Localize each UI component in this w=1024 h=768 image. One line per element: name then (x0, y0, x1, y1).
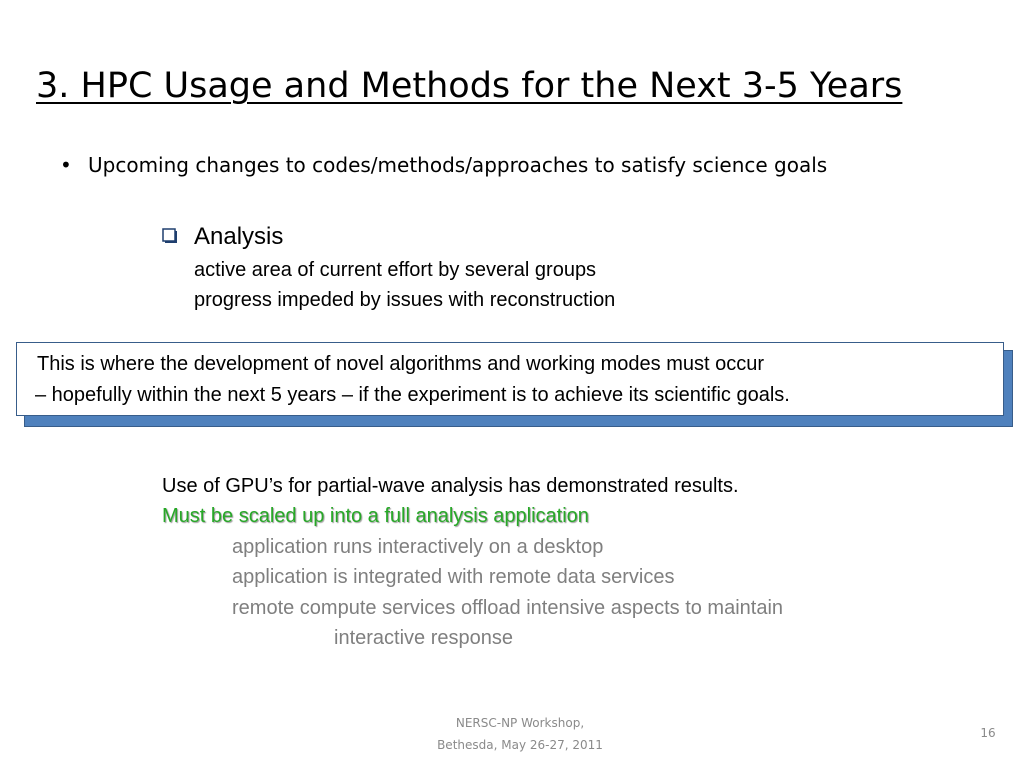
bullet-text: Upcoming changes to codes/methods/approaches to satisfy science goals (88, 153, 828, 177)
callout-box (16, 342, 1004, 416)
gpu-point: application is integrated with remote data services (232, 566, 675, 588)
bullet-item (60, 150, 827, 180)
analysis-line: active area of current effort by several groups (194, 259, 597, 281)
footer (360, 712, 680, 756)
slide-title: 3. HPC Usage and Methods for the Next 3-5 Years (36, 66, 903, 106)
footer-line: NERSC-NP Workshop, (455, 716, 585, 730)
gpu-point: application runs interactively on a desktop (232, 536, 604, 558)
callout-line: – hopefully within the next 5 years – if the experiment is to achieve its scientific goals. (35, 384, 790, 406)
callout-line: This is where the development of novel algorithms and working modes must occur (37, 353, 765, 375)
gpu-point: interactive response (334, 627, 513, 649)
footer-line: Bethesda, May 26-27, 2011 (437, 738, 603, 752)
gpu-highlight: Must be scaled up into a full analysis application (162, 505, 589, 527)
analysis-heading: Analysis (194, 223, 284, 250)
gpu-intro: Use of GPU’s for partial-wave analysis has demonstrated results. (162, 475, 739, 497)
gpu-point: remote compute services offload intensive aspects to maintain (232, 597, 784, 619)
page-number: 16 (980, 726, 996, 740)
bullet-dot-icon: • (60, 153, 72, 177)
checkbox-icon (162, 228, 178, 244)
analysis-line: progress impeded by issues with reconstruction (194, 289, 616, 311)
